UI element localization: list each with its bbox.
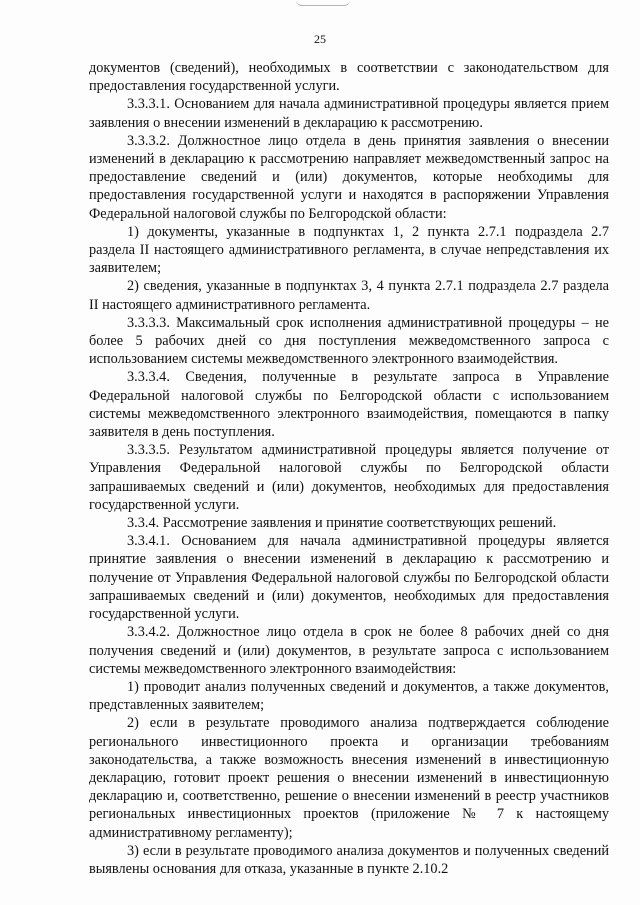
paragraph: 3.3.3.3. Максимальный срок исполнения административной процедуры – не более 5 рабочих дней со дня поступления межведомственного запроса с использованием системы межведомственного электронного взаимодействия.: [89, 314, 609, 368]
scan-edge-mark: [296, 0, 350, 6]
paragraph: 2) если в результате проводимого анализа подтверждается соблюдение регионального инвестиционного проекта и организации требованиям законодательства, а также возможность внесения изменений в инвестиционную декларацию, готовит проект решения о внесении изменений в инвестиционную декларацию и, соответственно, решение о внесении изменений в реестр участников региональных инвестиционных проектов (приложение № 7 к настоящему административному регламенту);: [89, 715, 609, 841]
paragraph: 3.3.4. Рассмотрение заявления и принятие соответствующих решений.: [127, 515, 557, 532]
paragraph: документов (сведений), необходимых в соответствии с законодательством для предоставления государственной услуги.: [89, 60, 609, 95]
paragraph: 3.3.3.1. Основанием для начала административной процедуры является прием заявления о внесении изменений в декларацию к рассмотрению.: [89, 96, 609, 131]
paragraph: 3.3.3.4. Сведения, полученные в результате запроса в Управление Федеральной налоговой службы по Белгородской области с использованием системы межведомственного электронного взаимодействия, помещаются в папку заявителя в день поступления.: [89, 369, 609, 441]
paragraph: 3.3.3.2. Должностное лицо отдела в день принятия заявления о внесении изменений в декларацию к рассмотрению направляет межведомственный запрос на предоставление сведений и (или) документов, которые необходимы для предоставления государственной услуги и находятся в распоряжении Управления Федеральной налоговой службы по Белгородской области:: [89, 132, 609, 222]
document-body: [89, 59, 609, 878]
paragraph: 1) проводит анализ полученных сведений и документов, а также документов, представленных заявителем;: [89, 678, 609, 714]
page-number: 25: [314, 32, 326, 46]
paragraph: 3.3.4.2. Должностное лицо отдела в срок не более 8 рабочих дней со дня получения сведений и (или) документов, в результате запроса с использованием системы межведомственного электронного взаимодействия:: [89, 624, 609, 677]
paragraph: 2) сведения, указанные в подпунктах 3, 4 пункта 2.7.1 подраздела 2.7 раздела II настоящего административного регламента.: [89, 278, 609, 313]
paragraph: 1) документы, указанные в подпунктах 1, 2 пункта 2.7.1 подраздела 2.7 раздела II настоящего административного регламента, в случае непредставления их заявителем;: [89, 223, 609, 277]
paragraph: 3.3.3.5. Результатом административной процедуры является получение от Управления Федеральной налоговой службы по Белгородской области запрашиваемых сведений и (или) документов, необходимых для предоставления государственной услуги.: [89, 442, 609, 513]
paragraph: 3.3.4.1. Основанием для начала административной процедуры является принятие заявления о внесении изменений в декларацию к рассмотрению и получение от Управления Федеральной налоговой службы по Белгородской области запрашиваемых сведений и (или) документов, необходимых для предоставления государственной услуги.: [89, 533, 609, 623]
paragraph: 3) если в результате проводимого анализа документов и полученных сведений выявлены основания для отказа, указанные в пункте 2.10.2: [89, 842, 609, 877]
